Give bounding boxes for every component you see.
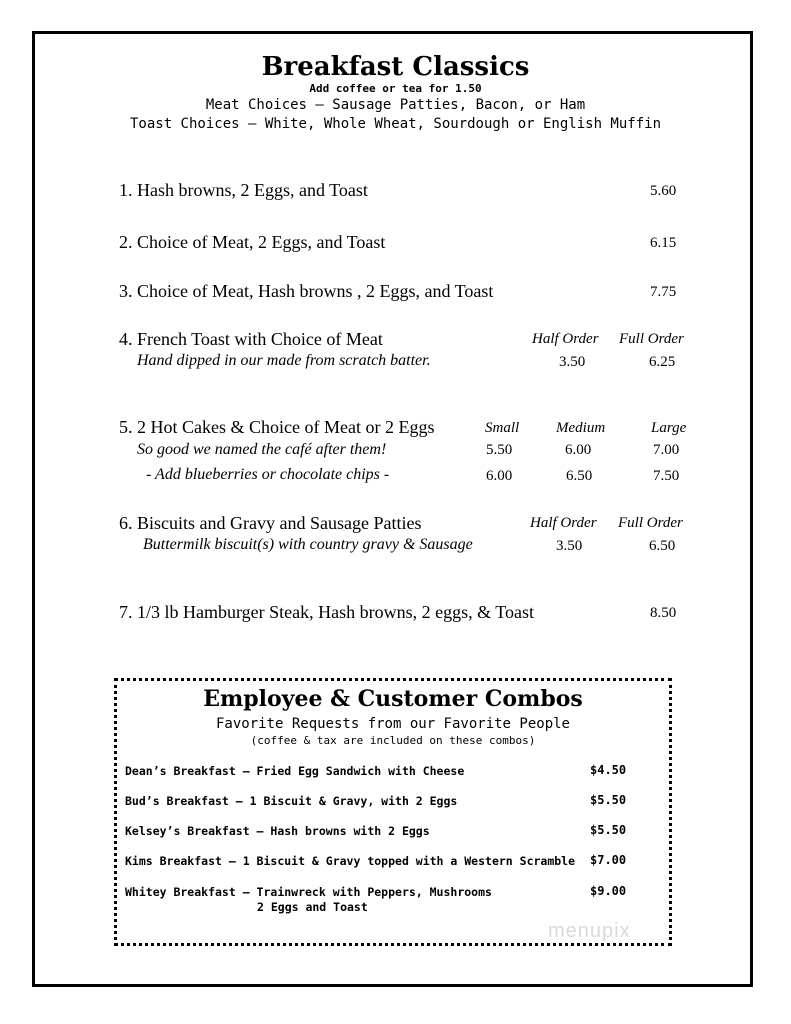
- menu-item-7-label: 7. 1/3 lb Hamburger Steak, Hash browns, 2 eggs, & Toast: [119, 602, 535, 622]
- menu-item-4-price-full: 6.25: [649, 354, 676, 370]
- menu-item-5-label: 5. 2 Hot Cakes & Choice of Meat or 2 Eggs: [119, 417, 435, 437]
- menu-item-3-label: 3. Choice of Meat, Hash browns , 2 Eggs, and Toast: [119, 281, 494, 301]
- watermark: menupix: [548, 920, 631, 942]
- menu-item-4-size-full: Full Order: [619, 331, 684, 347]
- menu-item-5-price-small: 5.50: [486, 442, 513, 458]
- menu-item-6-label: 6. Biscuits and Gravy and Sausage Patties: [119, 513, 422, 533]
- menu-item-5-addon-price-small: 6.00: [486, 468, 513, 484]
- combo-item-3-price: $5.50: [590, 823, 627, 837]
- menu-item-5-price-large: 7.00: [653, 442, 680, 458]
- menu-item-5-price-medium: 6.00: [565, 442, 592, 458]
- menu-item-5-size-large: Large: [651, 420, 687, 436]
- meat-choices: Meat Choices – Sausage Patties, Bacon, or Ham: [205, 97, 586, 113]
- menu-item-5-size-small: Small: [485, 420, 520, 436]
- page-title: Breakfast Classics: [261, 52, 530, 82]
- combos-title: Employee & Customer Combos: [203, 686, 583, 712]
- menu-item-2-price: 6.15: [650, 235, 677, 251]
- menu-item-6-desc: Buttermilk biscuit(s) with country gravy & Sausage: [143, 536, 473, 553]
- combos-note: (coffee & tax are included on these combos): [250, 734, 536, 747]
- combo-item-4-label: Kims Breakfast – 1 Biscuit & Gravy topped with a Western Scramble: [125, 854, 576, 868]
- menu-item-5-addon-price-medium: 6.50: [566, 468, 593, 484]
- menu-item-5-addon: - Add blueberries or chocolate chips -: [146, 466, 390, 483]
- combo-item-5-label: Whitey Breakfast – Trainwreck with Peppers, Mushrooms: [125, 885, 492, 899]
- menu-item-5-desc: So good we named the café after them!: [137, 441, 387, 458]
- combo-item-2-label: Bud’s Breakfast – 1 Biscuit & Gravy, with 2 Eggs: [125, 794, 458, 808]
- menu-item-6-size-full: Full Order: [618, 515, 683, 531]
- menu-item-6-size-half: Half Order: [530, 515, 597, 531]
- combo-item-5-label-line2: 2 Eggs and Toast: [257, 900, 368, 914]
- combo-item-3-label: Kelsey’s Breakfast – Hash browns with 2 Eggs: [125, 824, 430, 838]
- combos-subtitle: Favorite Requests from our Favorite People: [215, 716, 570, 732]
- beverage-note: Add coffee or tea for 1.50: [309, 82, 482, 95]
- combo-item-1-label: Dean’s Breakfast – Fried Egg Sandwich with Cheese: [125, 764, 465, 778]
- toast-choices: Toast Choices – White, Whole Wheat, Sourdough or English Muffin: [129, 116, 661, 132]
- menu-item-5-size-medium: Medium: [556, 420, 606, 436]
- combo-item-2-price: $5.50: [590, 793, 627, 807]
- combo-item-5-price: $9.00: [590, 884, 627, 898]
- menu-item-6-price-full: 6.50: [649, 538, 676, 554]
- menu-item-3-price: 7.75: [650, 284, 677, 300]
- menu-item-5-addon-price-large: 7.50: [653, 468, 680, 484]
- menu-item-1-price: 5.60: [650, 183, 677, 199]
- combo-item-1-price: $4.50: [590, 763, 627, 777]
- menu-item-7-price: 8.50: [650, 605, 677, 621]
- menu-item-4-desc: Hand dipped in our made from scratch batter.: [137, 352, 431, 369]
- menu-item-2-label: 2. Choice of Meat, 2 Eggs, and Toast: [119, 232, 386, 252]
- menu-item-4-size-half: Half Order: [532, 331, 599, 347]
- menu-item-1-label: 1. Hash browns, 2 Eggs, and Toast: [119, 180, 368, 200]
- combo-item-4-price: $7.00: [590, 853, 627, 867]
- menu-item-6-price-half: 3.50: [556, 538, 583, 554]
- menu-item-4-price-half: 3.50: [559, 354, 586, 370]
- menu-item-4-label: 4. French Toast with Choice of Meat: [119, 329, 383, 349]
